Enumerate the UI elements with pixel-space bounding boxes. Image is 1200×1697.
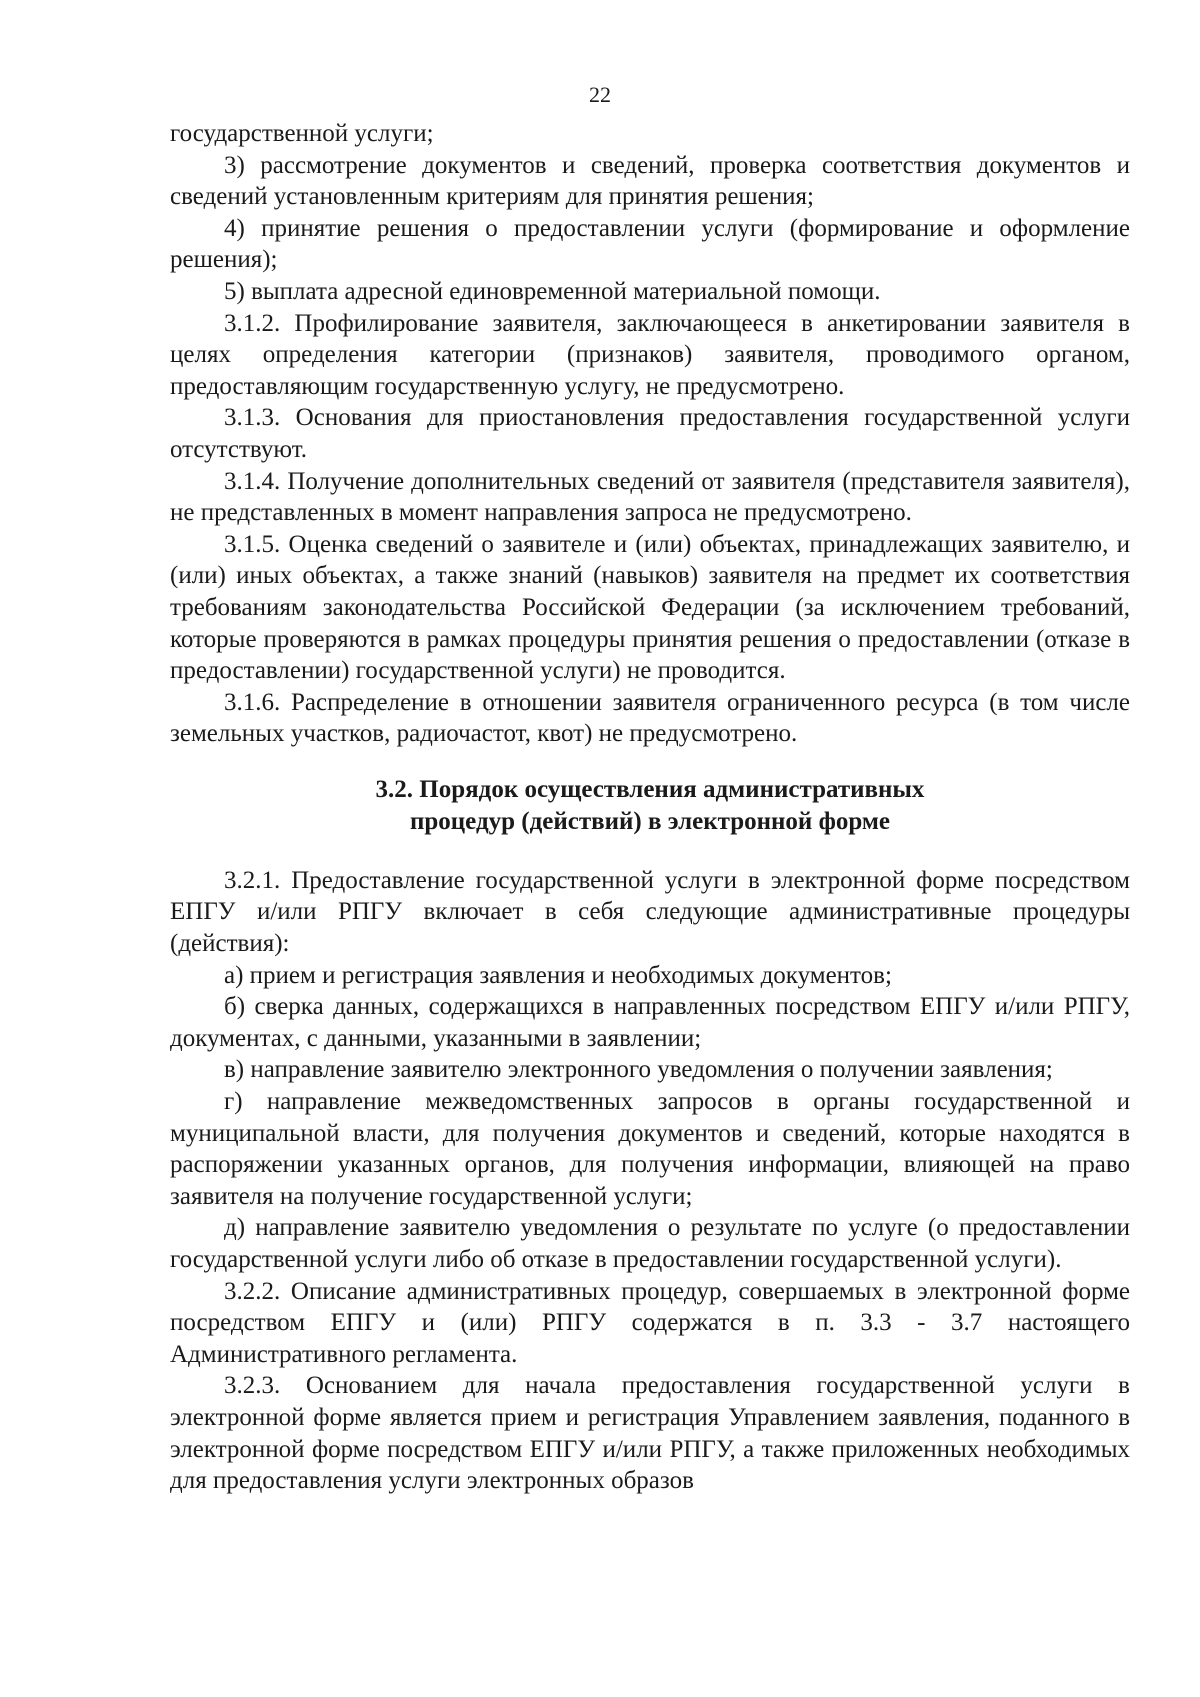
list-item-v: в) направление заявителю электронного уведомления о получении заявления; — [224, 1056, 1053, 1084]
list-item-a: а) прием и регистрация заявления и необходимых документов; — [224, 961, 892, 989]
section-heading-line-1: 3.2. Порядок осуществления административных — [375, 775, 925, 803]
list-item-5: 5) выплата адресной единовременной материальной помощи. — [224, 277, 881, 305]
document-body — [170, 118, 1130, 1497]
clause-3-1-5: 3.1.5. Оценка сведений о заявителе и (или) объектах, принадлежащих заявителю, и (или) иных объектах, а также знаний (навыков) заявителя на предмет их соответствия требованиям законодательства Российской Федерации (за исключением требований, которые проверяются в рамках процедуры принятия решения о предоставлении (отказе в предоставлении) государственной услуги) не проводится. — [170, 530, 1130, 685]
clause-3-2-1: 3.2.1. Предоставление государственной услуги в электронной форме посредством ЕПГУ и/или РПГУ включает в себя следующие административные процедуры (действия): — [170, 866, 1130, 958]
list-item-g: г) направление межведомственных запросов в органы государственной и муниципальной власти, для получения документов и сведений, которые находятся в распоряжении указанных органов, для получения информации, влияющей на право заявителя на получение государственной услуги; — [170, 1088, 1130, 1210]
section-heading — [170, 774, 1130, 838]
clause-3-1-4: 3.1.4. Получение дополнительных сведений от заявителя (представителя заявителя), не представленных в момент направления запроса не предусмотрено. — [170, 467, 1130, 527]
paragraph-continuation: государственной услуги; — [170, 120, 434, 147]
clause-3-2-2: 3.2.2. Описание административных процедур, совершаемых в электронной форме посредством ЕПГУ и (или) РПГУ содержатся в п. 3.3 - 3.7 настоящего Административного регламента. — [170, 1277, 1130, 1368]
section-heading-line-2: процедур (действий) в электронной форме — [409, 807, 891, 835]
clause-3-2-3: 3.2.3. Основанием для начала предоставления государственной услуги в электронной форме является прием и регистрация Управлением заявления, поданного в электронной форме посредством ЕПГУ и/или РПГУ, а также приложенных необходимых для предоставления услуги электронных образов — [170, 1372, 1130, 1495]
list-item-d: д) направление заявителю уведомления о результате по услуге (о предоставлении государственной услуги либо об отказе в предоставлении государственной услуги). — [170, 1214, 1130, 1273]
clause-3-1-6: 3.1.6. Распределение в отношении заявителя ограниченного ресурса (в том числе земельных участков, радиочастот, квот) не предусмотрено. — [170, 688, 1130, 748]
clause-3-1-2: 3.1.2. Профилирование заявителя, заключающееся в анкетировании заявителя в целях определения категории (признаков) заявителя, проводимого органом, предоставляющим государственную услугу, не предусмотрено. — [170, 309, 1130, 400]
list-item-b: б) сверка данных, содержащихся в направленных посредством ЕПГУ и/или РПГУ, документах, с данными, указанными в заявлении; — [170, 993, 1130, 1052]
page-number: 22 — [589, 82, 611, 107]
clause-3-1-3: 3.1.3. Основания для приостановления предоставления государственной услуги отсутствуют. — [170, 404, 1130, 463]
list-item-3: 3) рассмотрение документов и сведений, проверка соответствия документов и сведений установленным критериям для принятия решения; — [170, 151, 1130, 211]
list-item-4: 4) принятие решения о предоставлении услуги (формирование и оформление решения); — [170, 214, 1130, 274]
